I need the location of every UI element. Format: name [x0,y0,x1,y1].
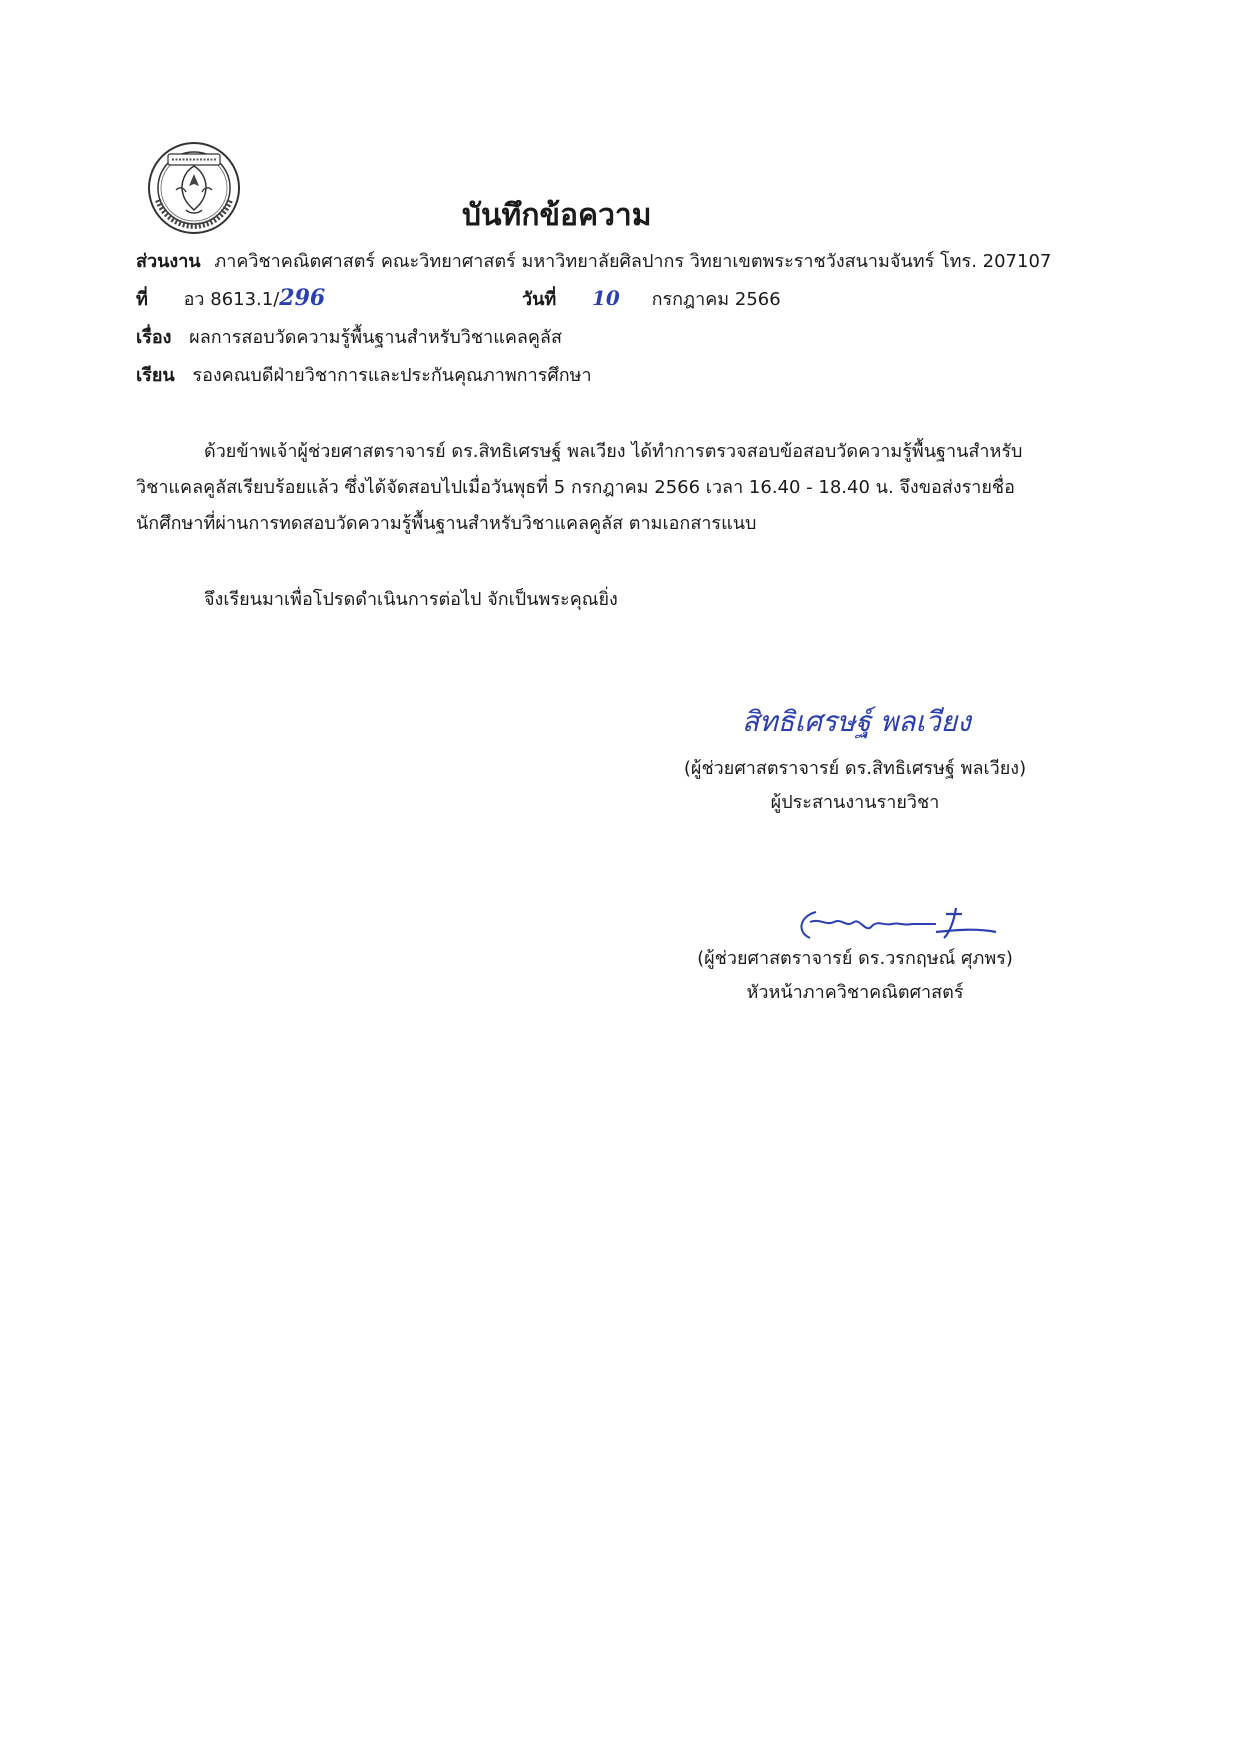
handwritten-signature-1: สิทธิเศรษฐ์ พลเวียง [742,705,971,738]
body-line-2: วิชาแคลคูลัสเรียบร้อยแล้ว ซึ่งได้จัดสอบไปเมื่อวันพุธที่ 5 กรกฎาคม 2566 เวลา 16.40 - 18.40 น. จึงขอส่งรายชื่อ [136,477,1015,498]
reference-row [136,284,325,313]
date-month-year: กรกฎาคม 2566 [651,289,781,310]
reference-prefix: อว 8613.1/ [183,289,280,310]
reference-label: ที่ [136,289,148,310]
recipient-label: เรียน [136,365,175,386]
date-label: วันที่ [522,289,557,310]
subject-label: เรื่อง [136,327,172,348]
university-seal-logo [146,140,242,236]
signatory-1-name: (ผู้ช่วยศาสตราจารย์ ดร.สิทธิเศรษฐ์ พลเวียง) [683,758,1027,779]
signatory-1-position: ผู้ประสานงานรายวิชา [770,792,940,813]
reference-number: 296 [279,285,326,311]
signatory-2-position: หัวหน้าภาควิชาคณิตศาสตร์ [746,982,964,1003]
department-row [136,246,1051,275]
subject-value: ผลการสอบวัดความรู้พื้นฐานสำหรับวิชาแคลคูลัส [189,327,562,348]
recipient-row [136,360,592,389]
date-day: 10 [592,286,620,310]
signature-block-1 [620,752,1090,820]
signatory-2-name: (ผู้ช่วยศาสตราจารย์ ดร.วรกฤษณ์ ศุภพร) [697,948,1013,969]
subject-row [136,322,562,351]
body-line-3: นักศึกษาที่ผ่านการทดสอบวัดความรู้พื้นฐานสำหรับวิชาแคลคูลัส ตามเอกสารแนบ [136,513,757,534]
closing-line: จึงเรียนมาเพื่อโปรดดำเนินการต่อไป จักเป็นพระคุณยิ่ง [204,589,618,610]
signature-block-2 [620,942,1090,1010]
body-line-1: ด้วยข้าพเจ้าผู้ช่วยศาสตราจารย์ ดร.สิทธิเศรษฐ์ พลเวียง ได้ทำการตรวจสอบข้อสอบวัดความรู้พื้นฐานสำหรับ [204,441,1023,462]
date-row [522,284,781,313]
department-label: ส่วนงาน [136,251,201,272]
department-value: ภาควิชาคณิตศาสตร์ คณะวิทยาศาสตร์ มหาวิทยาลัยศิลปากร วิทยาเขตพระราชวังสนามจันทร์ โทร. 207107 [214,251,1052,272]
recipient-value: รองคณบดีฝ่ายวิชาการและประกันคุณภาพการศึกษา [192,365,592,386]
memo-title: บันทึกข้อความ [462,198,652,233]
